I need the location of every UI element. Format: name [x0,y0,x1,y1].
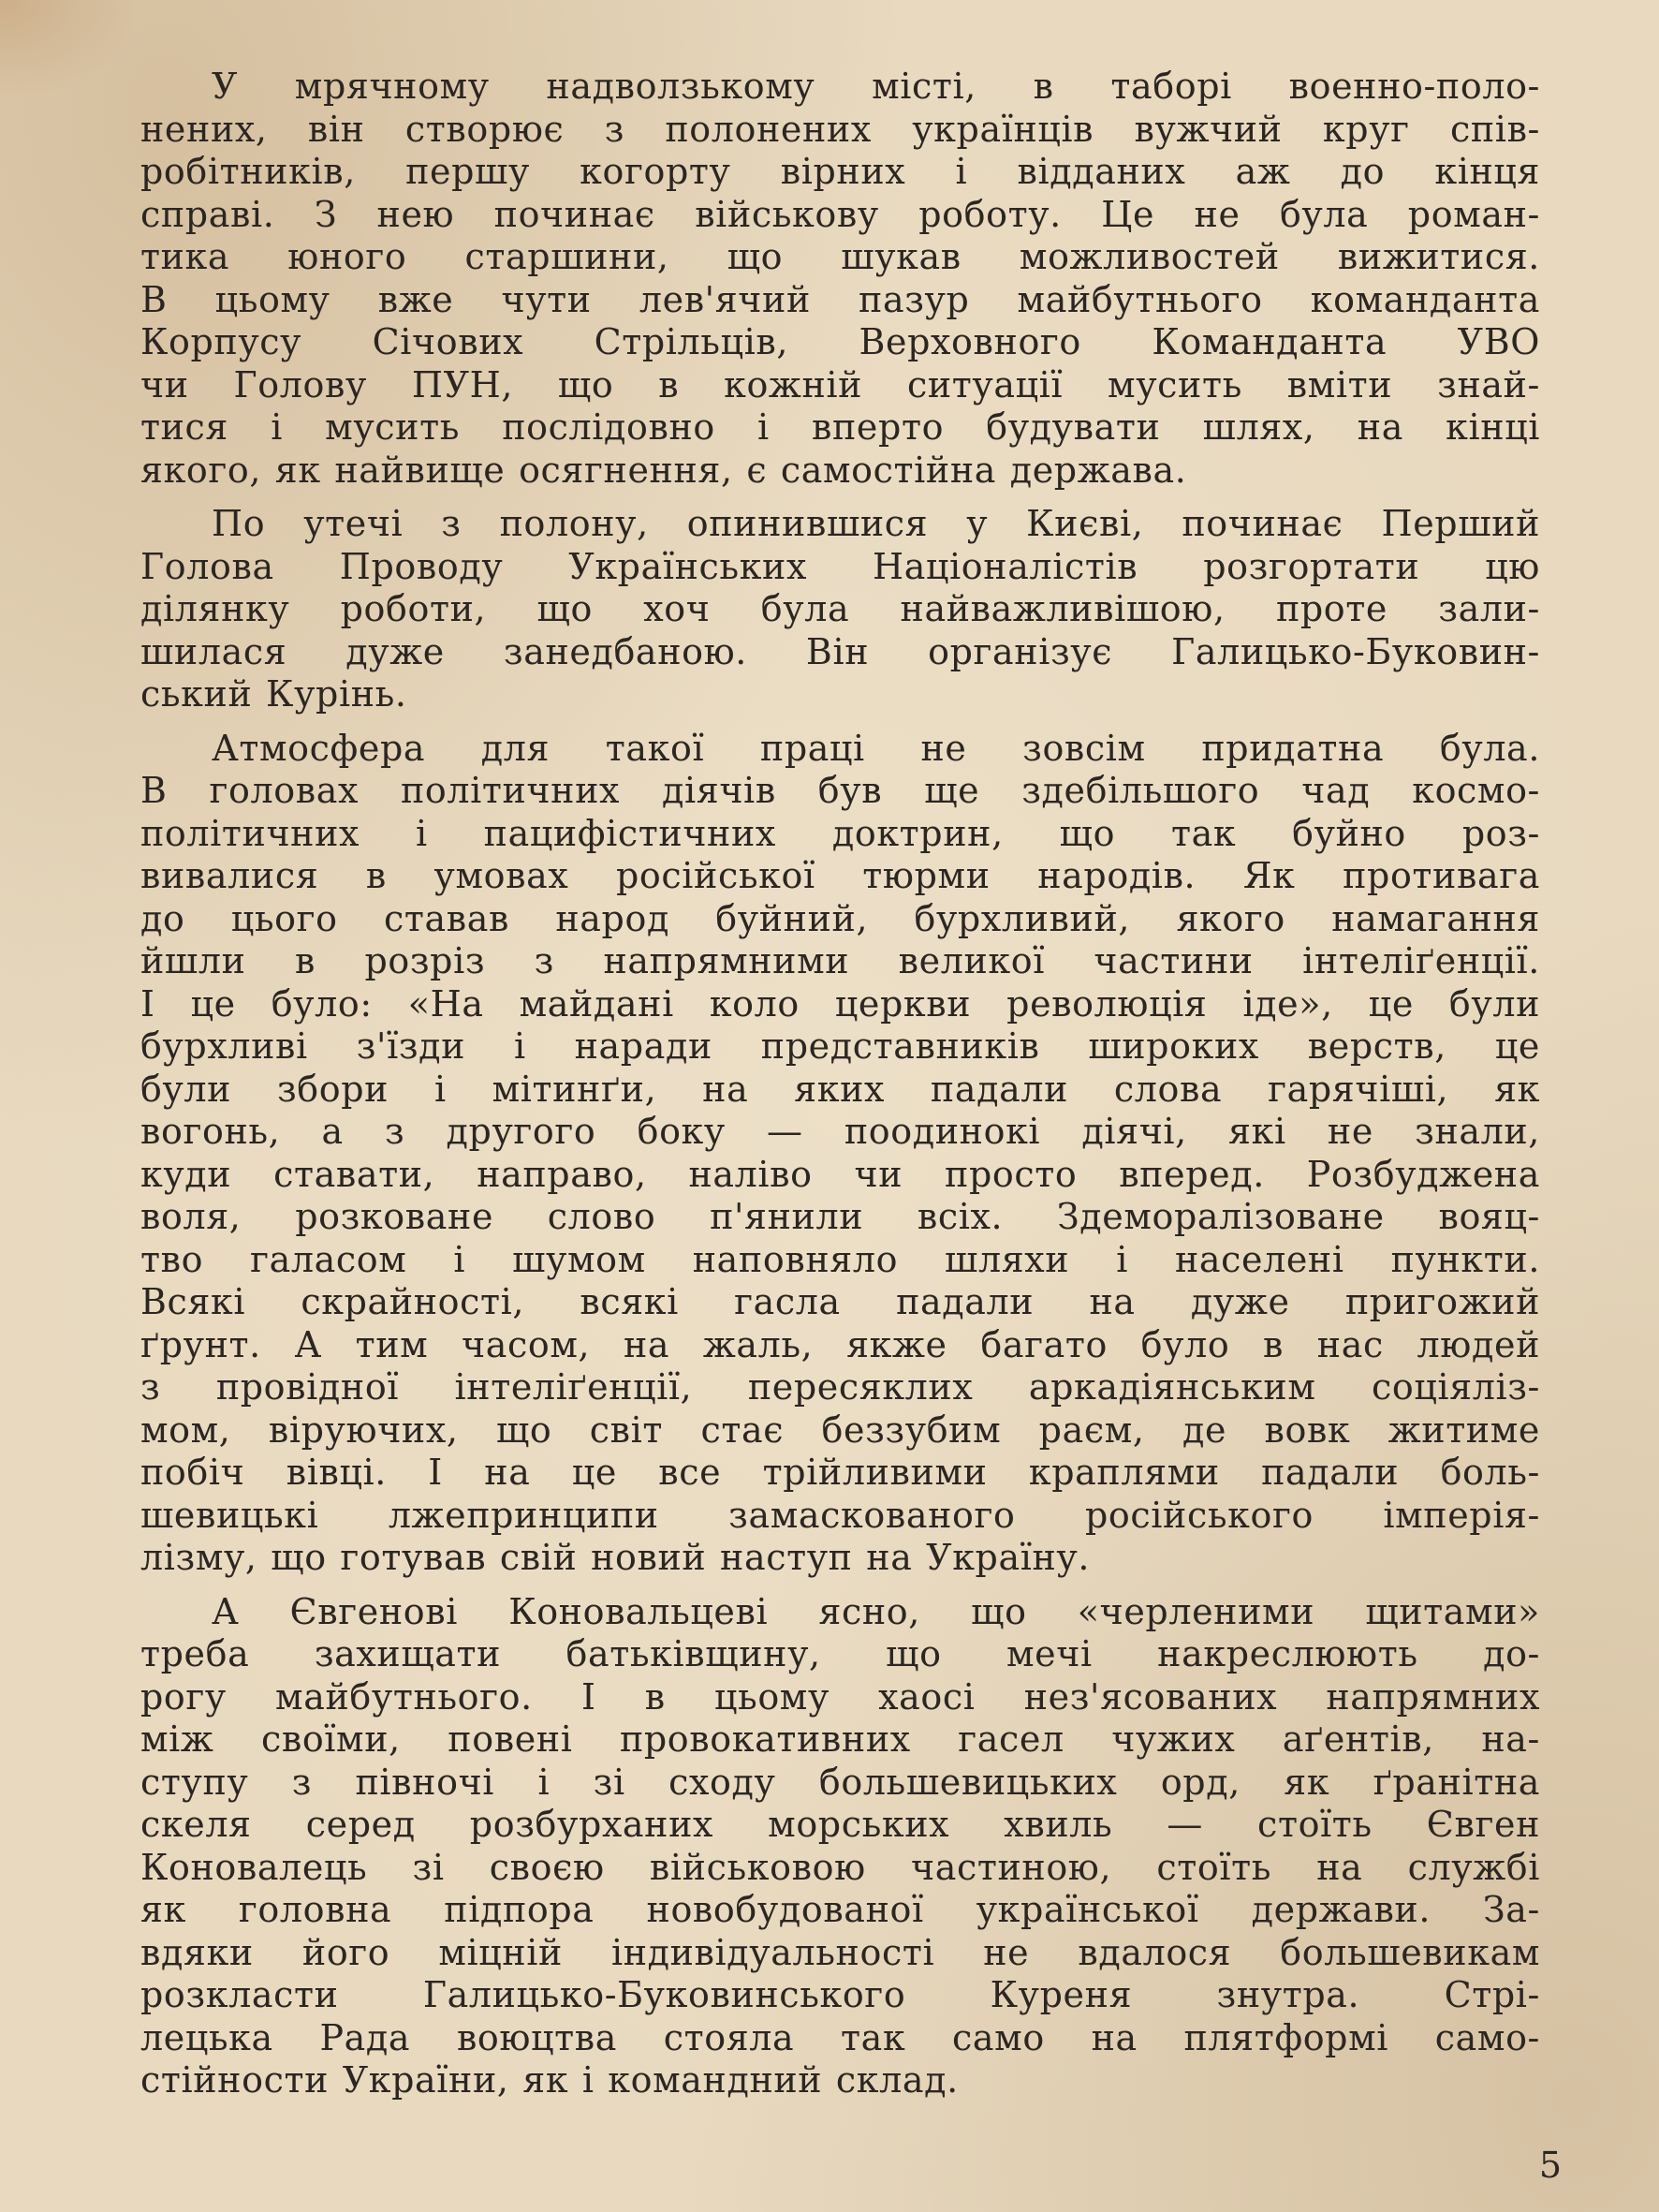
paragraph-1 [140,66,1540,492]
text-line: куди ставати, направо, наліво чи просто вперед. Розбуджена [140,1153,1540,1195]
text-line: були збори і мітинґи, на яких падали слова гарячіші, як [140,1068,1540,1110]
text-line: шилася дуже занедбаною. Він організує Галицько-Буковин- [140,630,1540,672]
text-line: воля, розковане слово п'янили всіх. Здеморалізоване вояц- [140,1196,1540,1237]
text-line: В цьому вже чути лев'ячий пазур майбутнього команданта [140,278,1540,320]
text-line: шевицькі лжепринципи замаскованого російського імперія- [140,1494,1540,1536]
page-body [140,66,1540,2102]
text-line: йшли в розріз з напрямними великої частини інтеліґенції. [140,940,1540,981]
text-line: тика юного старшини, що шукав можливостей вижитися. [140,236,1540,277]
text-line: рогу майбутнього. І в цьому хаосі нез'ясованих напрямних [140,1675,1540,1718]
text-line: як головна підпора новобудованої української держави. За- [140,1889,1540,1930]
text-line: ступу з півночі і зі сходу большевицьких орд, як ґранітна [140,1761,1540,1803]
text-line: В головах політичних діячів був ще здебільшого чад космо- [140,770,1540,811]
text-line: ґрунт. А тим часом, на жаль, якже багато було в нас людей [140,1323,1540,1365]
text-line: між своїми, повені провокативних гасел чужих аґентів, на- [140,1718,1540,1760]
text-line: вогонь, а з другого боку — поодинокі діячі, які не знали, [140,1111,1540,1152]
text-line: побіч вівці. І на це все трійливими краплями падали боль- [140,1452,1540,1493]
text-line: Голова Проводу Українських Націоналістів розгортати цю [140,545,1540,587]
text-line: Атмосфера для такої праці не зовсім придатна була. [212,727,1540,769]
text-line: нених, він створює з полонених українців вужчий круг спів- [140,108,1540,150]
paragraph-2 [140,503,1540,716]
text-line: тво галасом і шумом наповняло шляхи і населені пункти. [140,1238,1540,1280]
text-line: лізму, що готував свій новий наступ на Україну. [140,1537,1091,1578]
text-line: з провідної інтеліґенції, пересяклих аркадіянським соціялiз- [140,1366,1540,1408]
paragraph-3 [140,728,1540,1580]
text-line: стійности України, як і командний склад. [140,2059,959,2101]
text-line: чи Голову ПУН, що в кожній ситуації мусить вміти знай- [140,363,1540,406]
text-line: ський Курінь. [140,673,407,715]
text-line: вивалися в умовах російської тюрми народів. Як противага [140,855,1540,896]
text-line: Всякі скрайності, всякі гасла падали на дуже пригожий [140,1281,1540,1322]
page-number: 5 [1538,2145,1562,2186]
text-line: розкласти Галицько-Буковинського Куреня знутра. Стрі- [140,1974,1540,2015]
text-line: треба захищати батьківщину, що мечі накреслюють до- [140,1633,1540,1674]
text-line: бурхливі з'їзди і наради представників широких верств, це [140,1025,1540,1067]
text-line: лецька Рада воюцтва стояла так само на плятформі само- [140,2016,1540,2058]
text-line: Коновалець зі своєю військовою частиною, стоїть на службі [140,1846,1540,1888]
text-line: Корпусу Січових Стрільців, Верховного Команданта УВО [140,321,1540,362]
text-line: політичних і пацифістичних доктрин, що так буйно роз- [140,812,1540,854]
text-line: вдяки його міцній індивідуальності не вдалося большевикам [140,1931,1540,1973]
text-line: мом, віруючих, що світ стає беззубим раєм, де вовк житиме [140,1408,1540,1451]
text-line: справі. З нею починає військову роботу. Це не була роман- [140,193,1540,235]
text-line: І це було: «На майдані коло церкви революція іде», це були [140,982,1540,1025]
text-line: У мрячному надволзькому місті, в таборі военно-поло- [212,66,1540,107]
paragraph-4 [140,1591,1540,2102]
text-line: якого, як найвище осягнення, є самостійна держава. [140,449,1187,491]
text-line: до цього ставав народ буйний, бурхливий, якого намагання [140,897,1540,939]
text-line: скеля серед розбурханих морських хвиль — стоїть Євген [140,1804,1540,1845]
text-line: А Євгенові Коновальцеві ясно, що «черленими щитами» [212,1590,1540,1632]
text-line: По утечі з полону, опинившися у Києві, починає Перший [212,503,1540,544]
paper-stain [0,0,140,103]
text-line: тися і мусить послідовно і вперто будувати шлях, на кінці [140,406,1540,448]
text-line: ділянку роботи, що хоч була найважливішою, проте зали- [140,588,1540,629]
text-line: робітників, першу когорту вірних і відданих аж до кінця [140,151,1540,192]
